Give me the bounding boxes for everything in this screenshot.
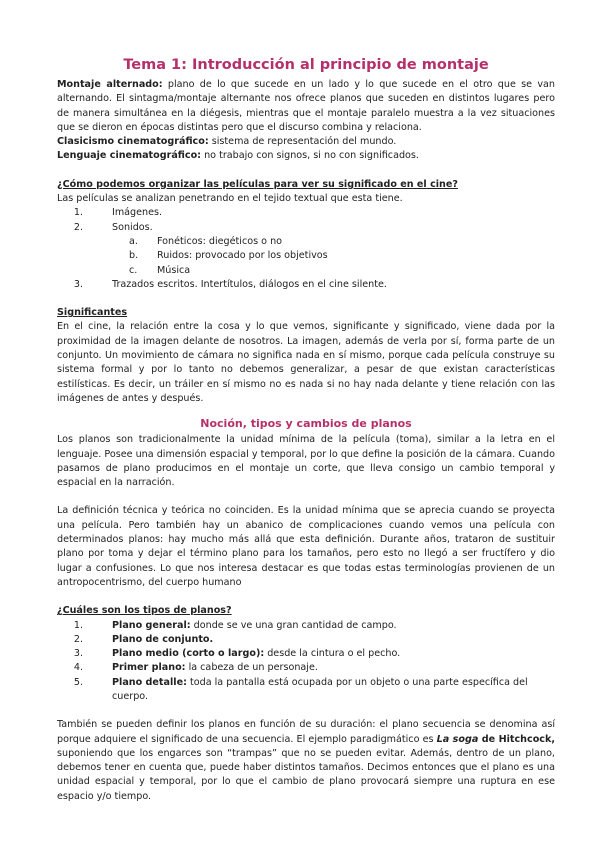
list-item: 2. Sonidos. xyxy=(73,221,153,233)
list-item: 1. Imágenes. xyxy=(73,207,163,219)
sub-list-item: c. Música xyxy=(129,264,191,276)
paragraph-planos-1: Los planos son tradicionalmente la unidad mínima de la película (toma), similar a la letra en el lenguaje. Posee una dimensión espacial y temporal, por lo que define la posición de la cámara. Cuando pasamos de plano producimos en el montaje un corte, que lleva consigo un cambio temporal y espacial en la narración. xyxy=(57,434,555,489)
page-title: Tema 1: Introducción al principio de montaje xyxy=(123,57,489,73)
numbered-list-tipos xyxy=(57,619,555,705)
section-heading-organizar: ¿Cómo podemos organizar las películas para ver su significado en el cine? xyxy=(57,178,458,190)
definition-montaje-alternado xyxy=(57,78,555,135)
document-content xyxy=(57,56,555,804)
sub-list-item: a. Fonéticos: diegéticos o no xyxy=(129,235,283,247)
film-title: La soga xyxy=(436,733,479,745)
section-heading-significantes: Significantes xyxy=(57,307,128,319)
section-intro: Las películas se analizan penetrando en el tejido textual que esta tiene. xyxy=(57,193,403,205)
paragraph-significantes: En el cine, la relación entre la cosa y lo que vemos, significante y significado, viene dada por la proximidad de la imagen delante de nosotros. La imagen, además de verla por sí, forma parte de un conjunto. Un movimiento de cámara no significa nada en sí mismo, porque cada película construye su sistema formal y por lo tanto no debemos generalizar, a pesar de que existan características estilísticas. Es decir, un tráiler en sí mismo no es nada si no hay nada delante y tiene relación con las imágenes de antes y después. xyxy=(57,321,555,404)
definition-clasicismo xyxy=(57,135,555,149)
definition-text: sistema de representación del mundo. xyxy=(208,136,397,148)
definition-text: plano de lo que sucede en un lado y lo que sucede en el otro que se van alternando. El sintagma/montaje alternante nos ofrece planos que suceden en distintos lugares pero de manera simultánea en la diégesis, mientras que el montaje paralelo muestra a la vez situaciones que se dieron en épocas distintas pero que el discurso combina y relaciona. xyxy=(57,79,555,133)
list-item: 2. Plano de conjunto. xyxy=(73,633,214,645)
section-subtitle-planos: Noción, tipos y cambios de planos xyxy=(200,417,412,431)
list-item: 3. Plano medio (corto o largo): desde la cintura o el pecho. xyxy=(73,648,401,660)
numbered-list xyxy=(57,206,555,292)
list-item: 1. Plano general: donde se ve una gran cantidad de campo. xyxy=(73,619,397,631)
list-item: 5. Plano detalle: toda la pantalla está ocupada por un objeto o una parte específica del cuerpo. xyxy=(73,676,528,702)
list-item: 3. Trazados escritos. Intertítulos, diálogos en el cine silente. xyxy=(73,278,387,290)
definition-term: Clasicismo cinematográfico: xyxy=(57,136,209,148)
paragraph-planos-2: La definición técnica y teórica no coinciden. Es la unidad mínima que se aprecia cuando se proyecta una película. Pero también hay un abanico de complicaciones cuando vemos una película con determinados planos: hay mucho más allá que esta definición. Durante años, trataron de sustituir plano por toma y dejar el término plano para los tamaños, pero esto no llegó a ser fructífero y dio lugar a confusiones. Lo que nos interesa destacar es que todas estas terminologías provienen de un antropocentrismo, del cuerpo humano xyxy=(57,505,555,588)
definition-term: Montaje alternado: xyxy=(57,79,163,90)
definition-lenguaje xyxy=(57,149,555,163)
definition-text: no trabajo con signos, si no con significados. xyxy=(201,150,419,162)
paragraph-duracion: También se pueden definir los planos en función de su duración: el plano secuencia se denomina así porque adquiere el significado de una secuencia. El ejemplo paradigmático es La soga de Hitchcock, suponiendo que los engarces son “trampas” que no se pueden evitar. Además, dentro de un plano, debemos tener en cuenta que, puede haber distintos tamaños. Decimos entonces que el plano es una unidad espacial y temporal, por lo que el cambio de plano provocará siempre una ruptura en ese espacio y/o tiempo. xyxy=(57,719,555,802)
list-item: 4. Primer plano: la cabeza de un personaje. xyxy=(73,662,318,674)
sub-list-item: b. Ruidos: provocado por los objetivos xyxy=(129,250,328,262)
definition-term: Lenguaje cinematográfico: xyxy=(57,150,202,162)
section-heading-tipos: ¿Cuáles son los tipos de planos? xyxy=(57,605,232,617)
